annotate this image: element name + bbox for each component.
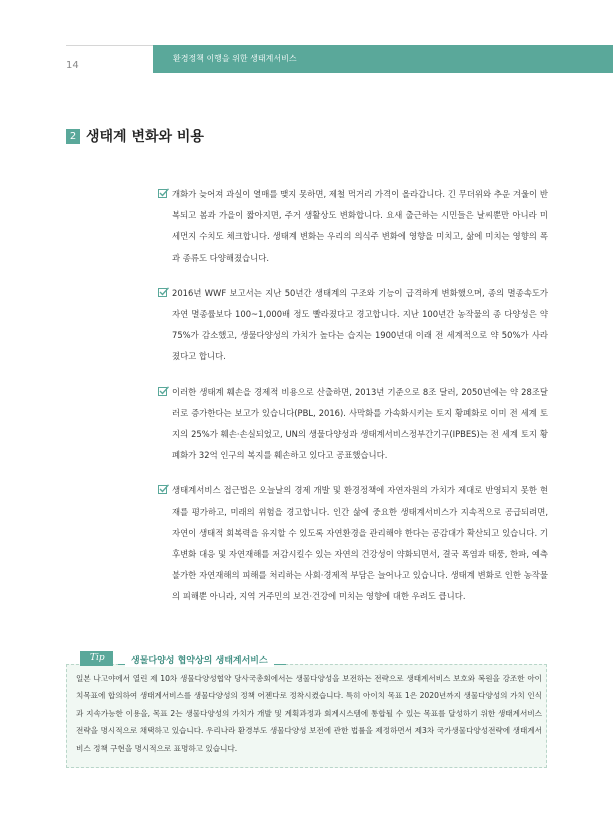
- running-header: [153, 45, 613, 73]
- page-number: 14: [66, 60, 79, 71]
- bullet-item: [158, 184, 548, 269]
- bullet-text: 2016년 WWF 보고서는 지난 50년간 생태계의 구조와 기능이 급격하게 변화했으며, 종의 멸종속도가 자연 멸종률보다 100~1,000배 정도 빨라졌다고 경고합니다. 지난 100년간 농작물의 종 다양성은 약 75%가 감소했고, 생물다양성의 가치가 높다는 습지는 1900년대 이래 전 세계적으로 약 50%가 사라졌다고 합니다.: [172, 287, 548, 362]
- section-title: 생태계 변화와 비용: [86, 129, 204, 145]
- bullet-text: 이러한 생태계 훼손을 경제적 비용으로 산출하면, 2013년 기준으로 8조 달러, 2050년에는 약 28조달러로 증가한다는 보고가 있습니다(PBL, 2016). 사막화를 가속화시키는 토지 황폐화로 이미 전 세계 토지의 25%가 훼손·손실되었고, UN의 생물다양성과 생태계서비스정부간기구(IPBES)는 전 세계 토지 황폐화가 32억 인구의 복지를 훼손하고 있다고 공표했습니다.: [172, 386, 548, 461]
- bullet-item: [158, 382, 548, 467]
- section-heading: [66, 126, 204, 146]
- bullet-text: 개화가 늦어져 과실이 열매를 맺지 못하면, 제철 먹거리 가격이 올라갑니다. 긴 무더위와 추운 겨울이 반복되고 봄과 가을이 짧아지면, 주거 생활상도 변화합니다. 요새 출근하는 시민들은 날씨뿐만 아니라 미세먼지 수치도 체크합니다. 생태계 변화는 우리의 의식주 변화에 영향을 미치고, 삶에 미치는 영향의 폭과 종류도 다양해졌습니다.: [172, 189, 548, 263]
- checkbox-check-icon: [158, 188, 169, 198]
- section-number-badge: 2: [66, 129, 80, 144]
- checkbox-check-icon: [158, 287, 169, 297]
- running-title: 환경정책 이행을 위한 생태계서비스: [173, 54, 297, 63]
- tip-body: 일본 나고야에서 열린 제 10차 생물다양성협약 당사국총회에서는 생물다양성을 보전하는 전략으로 생태계서비스 보호와 복원을 강조한 아이치목표에 합의하여 생태계서비스를 생물다양성의 정책 어젠다로 정착시켰습니다. 특히 아이치 목표 1은 2020년까지 생물다양성의 가치 인식과 지속가능한 이용을, 목표 2는 생물다양성의 가치가 개발 및 계획과정과 회계시스템에 통합될 수 있는 목표를 달성하기 위한 생태계서비스 전략을 명시적으로 채택하고 있습니다. 우리나라 환경부도 생물다양성 보전에 관한 법률을 제정하면서 제3차 국가생물다양성전략에 생태계서비스 정책 구현을 명시적으로 표명하고 있습니다.: [76, 674, 542, 753]
- bullet-list: [158, 184, 548, 622]
- tip-label: Tip: [80, 651, 113, 666]
- bullet-text: 생태계서비스 접근법은 오늘날의 경제 개발 및 환경정책에 자연자원의 가치가 제대로 반영되지 못한 현재를 평가하고, 미래의 위험을 경고합니다. 인간 삶에 중요한 생태계서비스가 지속적으로 공급되려면, 자연이 생태적 회복력을 유지할 수 있도록 자연환경을 관리해야 한다는 공감대가 확산되고 있습니다. 기후변화 대응 및 자연재해를 저감시킬수 있는 자연의 건강성이 약화되면서, 결국 폭염과 태풍, 한파, 예측불가한 자연재해의 피해를 처리하는 사회·경제적 부담은 늘어나고 있습니다. 생태계 변화로 인한 농작물의 피해뿐 아니라, 지역 거주민의 보건·건강에 미치는 영향에 대한 우려도 큽니다.: [172, 485, 548, 602]
- bullet-item: [158, 480, 548, 607]
- checkbox-check-icon: [158, 386, 169, 396]
- tip-title: 생물다양성 협약상의 생태계서비스: [125, 652, 274, 667]
- checkbox-check-icon: [158, 484, 169, 494]
- bullet-item: [158, 283, 548, 368]
